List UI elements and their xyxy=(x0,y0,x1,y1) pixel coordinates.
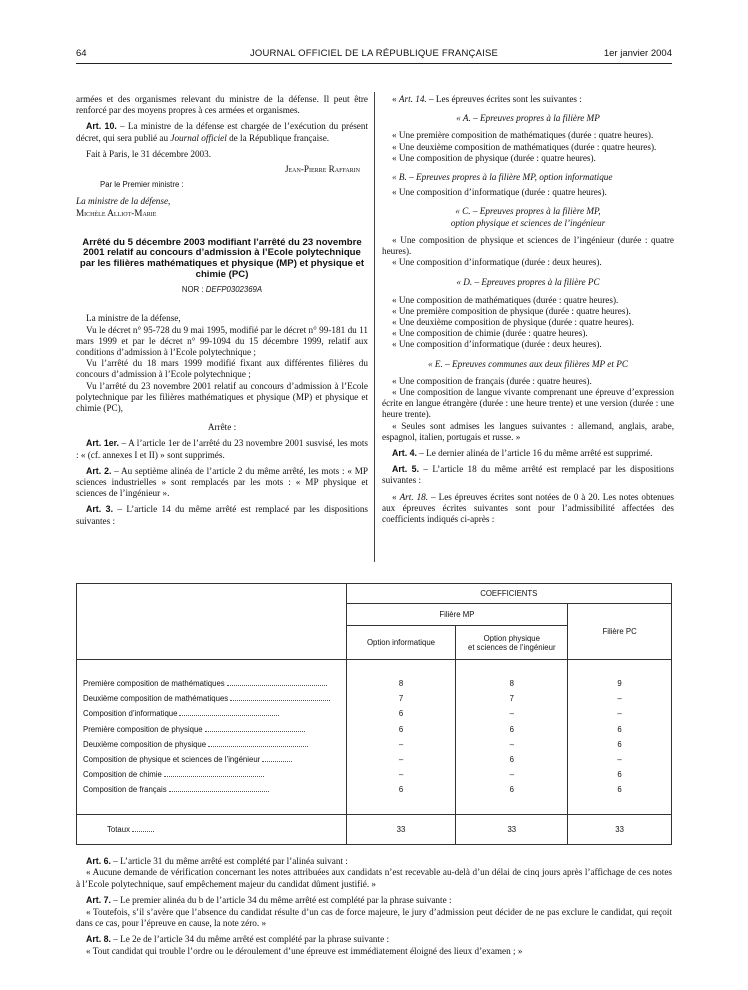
total-filiere-pc: 33 xyxy=(568,815,672,845)
table-cell: 6 xyxy=(509,755,514,765)
header-filiere-pc: Filière PC xyxy=(568,604,672,660)
article-6-quote: « Aucune demande de vérification concernant les notes attribuées aux candidats n’est recevable au-delà d’un délai de cinq jours après l’affichage de ces notes à l’Ecole polytechnique, sauf empêchement majeur du candidat dûment justifié. » xyxy=(76,867,672,889)
ministre-title: La ministre de la défense, xyxy=(76,196,171,207)
table-cell: 6 xyxy=(509,785,514,795)
list-item: « Une première composition de mathématiques (durée : quatre heures). xyxy=(392,130,654,141)
header-option-informatique: Option informatique xyxy=(346,626,456,660)
section-e-title: « E. – Epreuves communes aux deux filières MP et PC xyxy=(428,358,628,369)
table-row-label: Deuxième composition de mathématiques xyxy=(83,691,346,706)
section-a-title: « A. – Epreuves propres à la filière MP xyxy=(456,113,600,124)
list-item: « Une composition d’informatique (durée : quatre heures). xyxy=(392,187,607,198)
page-number: 64 xyxy=(76,48,87,59)
table-cell: – xyxy=(617,709,622,719)
article-14: « Art. 14. – Les épreuves écrites sont les suivantes : xyxy=(392,94,582,104)
table-cell: 6 xyxy=(398,785,404,795)
visa-intro: La ministre de la défense, xyxy=(86,313,181,324)
article-2: Art. 2. – Au septième alinéa de l’article 2 du même arrêté, les mots : « MP sciences industrielles » sont remplacés par les mots : « MP physique et sciences de l’ingénieur ». xyxy=(76,465,368,499)
table-cell: – xyxy=(509,709,514,719)
total-option-informatique: 33 xyxy=(346,815,456,845)
table-cell: 6 xyxy=(617,739,622,749)
list-item: « Une composition de langue vivante comprenant une épreuve d’expression écrite en langue étrangère (durée : une heure trente) et une version (durée : une heure trente). xyxy=(382,387,674,420)
table-row-label: Composition d’informatique xyxy=(83,706,346,721)
table-row-label: Composition de physique et sciences de l’ingénieur xyxy=(83,752,346,767)
table-cell: 6 xyxy=(617,785,622,795)
journal-title: JOURNAL OFFICIEL DE LA RÉPUBLIQUE FRANÇAISE xyxy=(249,48,499,59)
list-item: « Une première composition de physique (durée : quatre heures). xyxy=(392,305,631,316)
article-18: « Art. 18. – Les épreuves écrites sont notées de 0 à 20. Les notes obtenues aux épreuves écrites suivantes sont pour l’admissibilité affectées des coefficients indiqués ci-après : xyxy=(382,491,675,525)
article-4: Art. 4. – Le dernier alinéa de l’article 16 du même arrêté est supprimé. xyxy=(392,448,653,459)
arrete-heading: Arrête : xyxy=(207,422,237,433)
table-corner xyxy=(77,584,347,660)
nor-reference: NOR : DEFP0302369A xyxy=(181,285,263,295)
table-row-label: Première composition de mathématiques xyxy=(83,676,346,691)
table-cell: 6 xyxy=(398,709,404,719)
issue-date: 1er janvier 2004 xyxy=(603,48,672,59)
visa-paragraph: Vu l’arrêté du 18 mars 1999 modifié fixant aux différentes filières du concours d’admission à l’Ecole polytechnique ; xyxy=(76,358,368,380)
article-5: Art. 5. – L’article 18 du même arrêté est remplacé par les dispositions suivantes : xyxy=(382,464,674,486)
final-articles xyxy=(76,856,672,957)
table-row-label: Première composition de physique xyxy=(83,722,346,737)
list-item: « Une composition de mathématiques (durée : quatre heures). xyxy=(392,294,619,305)
list-item: « Une composition de français (durée : quatre heures). xyxy=(392,375,592,386)
column-divider xyxy=(374,92,375,562)
list-item: « Une composition de physique et sciences de l’ingénieur (durée : quatre heures). xyxy=(382,234,674,257)
table-cell: 6 xyxy=(509,724,514,734)
header-option-physique: Option physique et sciences de l’ingénieur xyxy=(456,626,568,660)
table-cell: – xyxy=(509,770,514,780)
table-cell: 9 xyxy=(617,679,622,688)
column-filiere-pc xyxy=(568,660,672,815)
coefficients-table xyxy=(76,583,672,845)
table-cell: – xyxy=(398,770,404,780)
list-item: « Une deuxième composition de physique (durée : quatre heures). xyxy=(392,317,634,328)
list-item: « Une composition d’informatique (durée : deux heures). xyxy=(392,257,602,268)
article-10: Art. 10. – La ministre de la défense est chargée de l’exécution du présent décret, qui sera publié au Journal officiel de la République française. xyxy=(76,121,368,143)
header-filiere-mp: Filière MP xyxy=(346,604,568,626)
visa-paragraph: Vu le décret n° 95-728 du 9 mai 1995, modifié par le décret n° 99-181 du 11 mars 1999 et par le décret n° 99-1094 du 15 décembre 1999, relatif aux conditions d’admission à l’Ecole polytechnique ; xyxy=(76,324,368,358)
table-row-label: Composition de français xyxy=(83,782,346,797)
article-8: Art. 8. – Le 2e de l’article 34 du même arrêté est complété par la phrase suivante : xyxy=(86,934,389,945)
visa-paragraph: Vu l’arrêté du 23 novembre 2001 relatif au concours d’admission à l’Ecole polytechnique par les filières mathématiques et physique (MP) et physique et chimie (PC), xyxy=(76,380,368,414)
header-rule xyxy=(76,63,672,64)
total-option-physique: 33 xyxy=(456,815,568,845)
table-cell: 6 xyxy=(617,770,622,780)
list-item: « Une composition de chimie (durée : quatre heures). xyxy=(392,328,588,339)
row-labels xyxy=(77,660,347,815)
article-3: Art. 3. – L’article 14 du même arrêté est remplacé par les dispositions suivantes : xyxy=(76,504,368,526)
table-cell: 6 xyxy=(617,724,622,734)
par-le-premier-ministre: Par le Premier ministre : xyxy=(100,180,184,190)
article-7-quote: « Toutefois, s’il s’avère que l’absence du candidat résulte d’un cas de force majeure, le jury d’admission peut décider de ne pas exclure le candidat, qui reçoit dans ce cas, pour l’épreuve en cause, la note zéro. » xyxy=(76,906,672,929)
section-e-list xyxy=(382,376,674,443)
table-cell: – xyxy=(617,694,622,704)
table-cell: – xyxy=(398,755,404,765)
table-cell: 8 xyxy=(509,679,514,688)
list-item: « Une composition de physique (durée : quatre heures). xyxy=(392,152,596,163)
table-cell: – xyxy=(398,739,404,749)
table-row-label: Composition de chimie xyxy=(83,767,346,782)
signatory: Jean-Pierre Raffarin xyxy=(284,164,360,175)
arrete-title: Arrêté du 5 décembre 2003 modifiant l’arrêté du 23 novembre 2001 relatif au concours d’admission à l’Ecole polytechnique par les filières mathématiques et physique (MP) et physique et chimie (PC) xyxy=(79,236,365,280)
table-cell: 6 xyxy=(398,724,404,734)
table-cell: 8 xyxy=(398,679,404,688)
table-cell: 7 xyxy=(509,694,514,704)
article-label: Art. 10. xyxy=(86,121,117,132)
list-item: « Une deuxième composition de mathématiques (durée : quatre heures). xyxy=(392,141,657,152)
section-c-list xyxy=(382,235,674,269)
totals-label: Totaux xyxy=(77,815,347,845)
article-6: Art. 6. – L’article 31 du même arrêté est complété par l’alinéa suivant : xyxy=(86,856,348,866)
section-d-title: « D. – Epreuves propres à la filière PC xyxy=(456,277,600,288)
list-item: « Une composition d’informatique (durée : deux heures). xyxy=(392,339,602,350)
section-c-title: « C. – Epreuves propres à la filière MP, xyxy=(455,206,601,217)
article-7: Art. 7. – Le premier alinéa du b de l’article 34 du même arrêté est complété par la phrase suivante : xyxy=(86,895,452,906)
fait-a-paris: Fait à Paris, le 31 décembre 2003. xyxy=(86,148,212,159)
column-option-informatique xyxy=(346,660,456,815)
section-d-list xyxy=(382,295,674,351)
column-option-physique xyxy=(456,660,568,815)
header-coefficients: COEFFICIENTS xyxy=(346,584,671,604)
section-b-list xyxy=(382,187,674,198)
article-1: Art. 1er. – A l’article 1er de l’arrêté du 23 novembre 2001 susvisé, les mots : « (cf. annexes I et II) » sont supprimés. xyxy=(76,438,368,460)
section-c-subtitle: option physique et sciences de l’ingénieur xyxy=(450,217,606,228)
intro-paragraph: armées et des organismes relevant du ministre de la défense. Il peut être renforcé par des moyens propres à ces armées et organismes. xyxy=(76,94,368,116)
left-column xyxy=(76,94,368,527)
table-cell: – xyxy=(509,739,514,749)
right-column xyxy=(382,94,674,525)
list-item: « Seules sont admises les langues suivantes : allemand, anglais, arabe, espagnol, italien, portugais et russe. » xyxy=(382,420,674,442)
section-b-title: « B. – Epreuves propres à la filière MP, option informatique xyxy=(392,172,613,183)
table-row-label: Deuxième composition de physique xyxy=(83,737,346,752)
article-8-quote: « Tout candidat qui trouble l’ordre ou le déroulement d’une épreuve est immédiatement éloigné des lieux d’examen ; » xyxy=(86,945,523,956)
table-cell: 7 xyxy=(398,694,404,704)
ministre-name: Michèle Alliot-Marie xyxy=(76,207,157,218)
section-a-list xyxy=(382,130,674,164)
table-cell: – xyxy=(617,755,622,765)
